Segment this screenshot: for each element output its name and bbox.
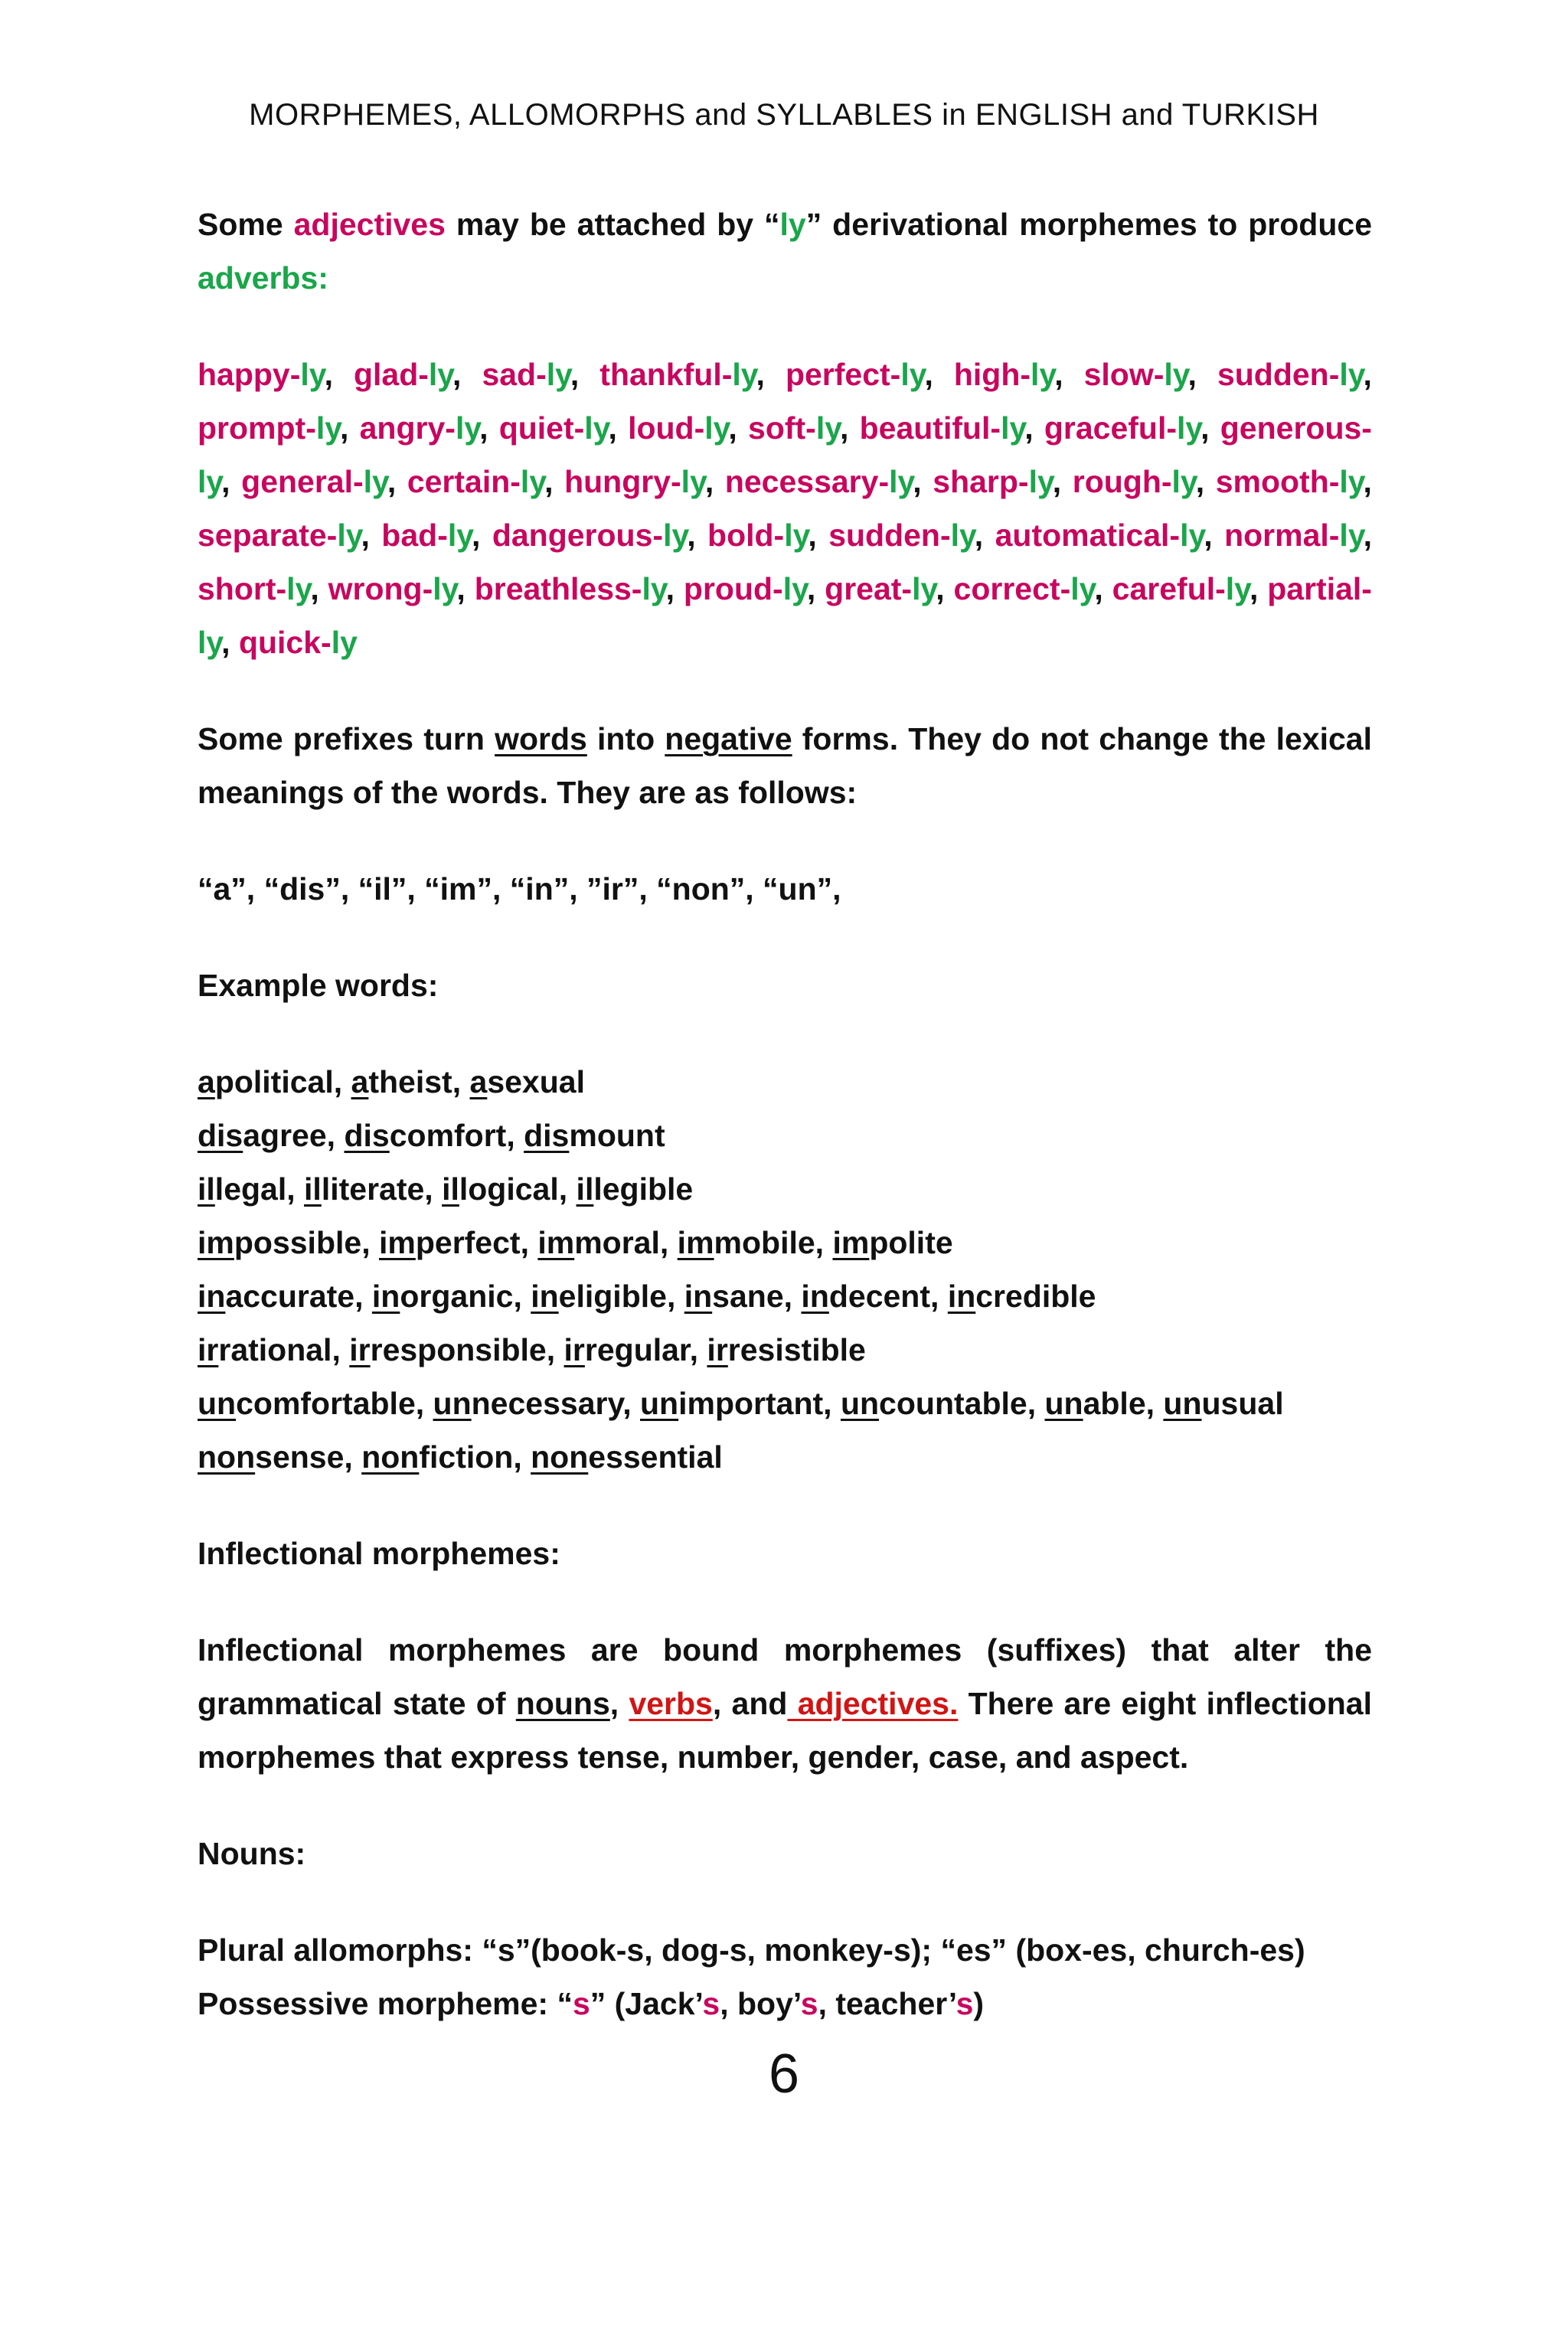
- inflectional-text-1: Inflectional morphemes are bound morphemes (suffixes) that alter the grammatical state of: [198, 1632, 1372, 1721]
- example-stem: credible: [975, 1279, 1096, 1314]
- example-stem: necessary: [471, 1386, 623, 1421]
- example-row: inaccurate, inorganic, ineligible, insane, indecent, incredible: [198, 1279, 1096, 1314]
- ly-word: [1217, 357, 1364, 392]
- example-stem: mobile: [714, 1225, 815, 1260]
- example-word: [198, 1332, 332, 1367]
- example-word: [841, 1386, 1027, 1421]
- ly-word: [860, 410, 1025, 446]
- example-word: [531, 1279, 667, 1314]
- ly-word: [407, 464, 544, 499]
- example-prefix: im: [832, 1225, 870, 1260]
- example-prefix: non: [361, 1439, 420, 1475]
- ly-word: [381, 518, 472, 553]
- ly-word: [328, 571, 457, 606]
- example-word: [442, 1171, 559, 1207]
- example-stem: organic: [400, 1279, 514, 1314]
- ly-word-suffix: ly: [1171, 464, 1196, 499]
- ly-word-suffix: ly: [1164, 357, 1188, 392]
- ly-word-base: smooth-: [1215, 464, 1340, 499]
- example-word: [1163, 1386, 1283, 1421]
- ly-word: [1216, 464, 1364, 499]
- ly-word-suffix: ly: [704, 410, 729, 446]
- prefix-list: “a”, “dis”, “il”, “im”, “in”, ”ir”, “non”, “un”,: [198, 871, 841, 906]
- intro-adverbs-term: adverbs:: [198, 260, 328, 296]
- example-prefix: il: [304, 1171, 322, 1207]
- ly-word-base: bad-: [381, 518, 448, 553]
- example-prefix: un: [640, 1386, 679, 1421]
- example-prefix: im: [378, 1225, 416, 1260]
- example-stem: sexual: [487, 1064, 585, 1099]
- example-stem: polite: [869, 1225, 953, 1260]
- ly-word-base: proud-: [683, 571, 783, 606]
- ly-word-base: generous-: [1220, 410, 1372, 446]
- ly-word-suffix: ly: [428, 357, 453, 392]
- example-stem: able: [1083, 1386, 1146, 1421]
- example-word-rows: [198, 1055, 1372, 1484]
- example-stem: fiction: [419, 1439, 514, 1475]
- example-row: impossible, imperfect, immoral, immobile, impolite: [198, 1225, 953, 1260]
- example-prefix: im: [677, 1225, 714, 1260]
- ly-word-suffix: ly: [681, 464, 705, 499]
- ly-word: [786, 357, 925, 392]
- ly-word-base: great-: [825, 571, 913, 606]
- example-words-heading: Example words:: [198, 968, 439, 1003]
- example-word: [684, 1279, 784, 1314]
- example-prefix: dis: [524, 1118, 570, 1153]
- ly-word-base: normal-: [1224, 518, 1340, 553]
- example-word: [537, 1225, 660, 1260]
- ly-word-base: quiet-: [498, 410, 585, 446]
- example-prefix: un: [840, 1386, 880, 1421]
- ly-word-base: angry-: [359, 410, 456, 446]
- ly-word: [954, 357, 1054, 392]
- example-stem: usual: [1201, 1386, 1284, 1421]
- ly-word: [354, 357, 452, 392]
- ly-word: [684, 571, 807, 606]
- example-prefix: non: [198, 1439, 256, 1475]
- ly-word-suffix: ly: [286, 571, 311, 606]
- example-prefix: a: [469, 1064, 488, 1099]
- ly-word: [198, 518, 361, 553]
- example-word: [801, 1279, 930, 1314]
- ly-word-suffix: ly: [433, 571, 457, 606]
- nouns-heading: Nouns:: [198, 1836, 306, 1871]
- intro-paragraph: [198, 198, 1372, 305]
- inflectional-heading: Inflectional morphemes:: [198, 1536, 560, 1571]
- ly-word: [239, 625, 358, 660]
- example-stem: important: [678, 1386, 824, 1421]
- possessive-s-1: s: [572, 1986, 590, 2021]
- ly-word-base: certain-: [407, 464, 521, 499]
- ly-word: [725, 464, 913, 499]
- ly-word-base: hungry-: [564, 464, 681, 499]
- ly-word-base: loud-: [628, 410, 705, 446]
- example-prefix: ir: [707, 1332, 728, 1367]
- ly-word-suffix: ly: [1339, 518, 1364, 553]
- example-prefix: ir: [564, 1332, 585, 1367]
- prefix-text-2: into: [586, 721, 665, 756]
- ly-word-suffix: ly: [337, 518, 361, 553]
- example-stem: mount: [569, 1118, 665, 1153]
- example-prefix: im: [537, 1225, 575, 1260]
- example-word: [379, 1225, 521, 1260]
- example-prefix: in: [531, 1279, 559, 1314]
- prefix-text-3: forms. They do not change the lexical meanings of the words. They are as follows:: [198, 721, 1372, 810]
- ly-word-base: general-: [241, 464, 364, 499]
- possessive-text-2: ” (Jack’: [590, 1986, 703, 2021]
- ly-word-base: wrong-: [328, 571, 433, 606]
- noun-morpheme-lines: [198, 1923, 1372, 2030]
- example-prefix: in: [947, 1279, 976, 1314]
- ly-word-suffix: ly: [300, 357, 325, 392]
- ly-word-base: separate-: [198, 518, 338, 553]
- ly-word: [933, 464, 1052, 499]
- example-prefix: a: [198, 1064, 215, 1099]
- ly-word-suffix: ly: [363, 464, 387, 499]
- example-prefix: non: [531, 1439, 589, 1475]
- ly-word-suffix: ly: [455, 410, 480, 446]
- example-word: [372, 1279, 514, 1314]
- ly-word-base: graceful-: [1044, 410, 1177, 446]
- example-stem: comfortable: [236, 1386, 416, 1421]
- example-word: [198, 1386, 416, 1421]
- example-prefix: un: [198, 1386, 237, 1421]
- example-row: uncomfortable, unnecessary, unimportant, uncountable, unable, unusual: [198, 1386, 1284, 1421]
- ly-word: [360, 410, 479, 446]
- ly-word-suffix: ly: [1177, 410, 1201, 446]
- example-stem: perfect: [415, 1225, 521, 1260]
- example-row: apolitical, atheist, asexual: [198, 1064, 585, 1099]
- ly-word: [828, 518, 975, 553]
- example-prefix: il: [442, 1171, 459, 1207]
- ly-word-suffix: ly: [1180, 518, 1204, 553]
- ly-word: [628, 410, 728, 446]
- example-word: [577, 1171, 694, 1207]
- ly-word-list: happy-ly, glad-ly, sad-ly, thankful-ly, perfect-ly, high-ly, slow-ly, sudden-ly, prompt-ly, angry-ly, quiet-ly, loud-ly, soft-ly, beautiful-ly, graceful-ly, generous-ly, general-ly, certain-ly, hungry-ly, necessary-ly, sharp-ly, rough-ly, smooth-ly, separate-ly, bad-ly, dangerous-ly, bold-ly, sudden-ly, automatical-ly, normal-ly, short-ly, wrong-ly, breathless-ly, proud-ly, great-ly, correct-ly, careful-ly, partial-ly, quick-ly: [198, 357, 1372, 660]
- ly-word-suffix: ly: [784, 518, 808, 553]
- ly-word-suffix: ly: [1339, 464, 1364, 499]
- ly-word-suffix: ly: [1028, 464, 1053, 499]
- example-stem: essential: [588, 1439, 723, 1475]
- example-row: irrational, irresponsible, irregular, irresistible: [198, 1332, 866, 1367]
- inflectional-adjectives-term: adjectives.: [787, 1686, 959, 1721]
- example-stem: logical: [459, 1171, 559, 1207]
- ly-word: [198, 410, 340, 446]
- example-stem: possible: [234, 1225, 362, 1260]
- ly-word: [475, 571, 666, 606]
- ly-word-base: prompt-: [198, 410, 316, 446]
- possessive-text-4: , teacher’: [818, 1986, 956, 2021]
- ly-word-base: bold-: [707, 518, 785, 553]
- ly-word-suffix: ly: [1031, 357, 1055, 392]
- plural-allomorphs-line: Plural allomorphs: “s”(book-s, dog-s, monkey-s); “es” (box-es, church-es): [198, 1932, 1305, 1968]
- prefix-text-1: Some prefixes turn: [198, 721, 495, 756]
- ly-word-base: slow-: [1083, 357, 1165, 392]
- ly-word-suffix: ly: [732, 357, 756, 392]
- prefix-words-term: words: [495, 721, 587, 756]
- example-stem: comfort: [389, 1118, 507, 1153]
- inflectional-nouns-term: nouns: [515, 1686, 610, 1721]
- intro-text-1: Some: [198, 207, 294, 242]
- possessive-text-5: ): [973, 1986, 985, 2021]
- example-prefix: in: [371, 1279, 400, 1314]
- ly-word-base: short-: [198, 571, 287, 606]
- inflectional-text-3: , and: [712, 1686, 788, 1721]
- ly-word: [707, 518, 808, 553]
- prefix-negative-term: negative: [665, 721, 792, 756]
- page-content: [198, 198, 1372, 2030]
- ly-word-base: sudden-: [1217, 357, 1340, 392]
- ly-word-base: sad-: [482, 357, 547, 392]
- ly-word: [599, 357, 756, 392]
- example-word: [832, 1225, 952, 1260]
- ly-word-base: high-: [953, 357, 1031, 392]
- ly-word: [499, 410, 609, 446]
- example-word: [304, 1171, 424, 1207]
- ly-word: [482, 357, 570, 392]
- ly-word-base: rough-: [1072, 464, 1172, 499]
- ly-word-suffix: ly: [950, 518, 975, 553]
- possessive-s-2: s: [702, 1986, 720, 2021]
- ly-word-base: sudden-: [828, 518, 951, 553]
- intro-text-2: may be attached by “: [445, 207, 780, 242]
- example-stem: eligible: [558, 1279, 667, 1314]
- example-row: disagree, discomfort, dismount: [198, 1118, 665, 1153]
- inflectional-paragraph: [198, 1623, 1372, 1784]
- ly-word-base: happy-: [198, 357, 301, 392]
- ly-word-suffix: ly: [900, 357, 925, 392]
- ly-word-base: dangerous-: [492, 518, 664, 553]
- example-stem: responsible: [370, 1332, 547, 1367]
- ly-word: [198, 357, 325, 392]
- example-prefix: dis: [344, 1118, 390, 1153]
- ly-word-base: automatical-: [995, 518, 1181, 553]
- example-prefix: ir: [198, 1332, 219, 1367]
- ly-word-base: partial-: [1267, 571, 1372, 606]
- example-row: nonsense, nonfiction, nonessential: [198, 1439, 723, 1475]
- example-stem: regular: [584, 1332, 690, 1367]
- example-word: [198, 1171, 286, 1207]
- ly-word-base: beautiful-: [859, 410, 1001, 446]
- example-stem: agree: [243, 1118, 327, 1153]
- inflectional-text-2: ,: [609, 1686, 629, 1721]
- example-stem: legal: [214, 1171, 287, 1207]
- example-row: illegal, illiterate, illogical, illegible: [198, 1171, 694, 1207]
- example-word: [948, 1279, 1096, 1314]
- example-stem: moral: [574, 1225, 660, 1260]
- ly-word-base: sharp-: [933, 464, 1029, 499]
- ly-word: [1112, 571, 1250, 606]
- example-prefix: ir: [349, 1332, 371, 1367]
- example-word: [198, 1439, 344, 1475]
- example-word: [361, 1439, 513, 1475]
- example-stem: literate: [321, 1171, 425, 1207]
- ly-word-suffix: ly: [1070, 571, 1095, 606]
- example-word: [198, 1064, 334, 1099]
- possessive-text-1: Possessive morpheme: “: [198, 1986, 573, 2021]
- ly-word-suffix: ly: [546, 357, 570, 392]
- example-prefix: il: [198, 1171, 215, 1207]
- example-word: [349, 1332, 546, 1367]
- example-prefix: in: [684, 1279, 713, 1314]
- example-word: [198, 1118, 327, 1153]
- example-prefix: in: [198, 1279, 226, 1314]
- intro-text-3: ” derivational morphemes to produce: [805, 207, 1373, 242]
- page-number: 6: [768, 2043, 800, 2105]
- example-prefix: il: [576, 1171, 594, 1207]
- example-prefix: un: [1163, 1386, 1202, 1421]
- ly-word: [1073, 464, 1196, 499]
- example-word: [198, 1279, 354, 1314]
- ly-word: [198, 571, 310, 606]
- example-stem: rational: [218, 1332, 332, 1367]
- ly-word-base: quick-: [238, 625, 332, 660]
- ly-word-base: perfect-: [785, 357, 901, 392]
- example-word: [344, 1118, 506, 1153]
- example-stem: countable: [879, 1386, 1027, 1421]
- ly-word-suffix: ly: [642, 571, 666, 606]
- ly-word-suffix: ly: [663, 518, 688, 553]
- example-prefix: un: [1044, 1386, 1083, 1421]
- ly-word-suffix: ly: [889, 464, 913, 499]
- ly-word: [1224, 518, 1364, 553]
- example-word: [524, 1118, 665, 1153]
- ly-word-suffix: ly: [447, 518, 472, 553]
- ly-word-base: careful-: [1112, 571, 1226, 606]
- example-word: [470, 1064, 585, 1099]
- ly-word: [748, 410, 840, 446]
- inflectional-text-4: There are eight inflectional morphemes that express tense, number, gender, case, and aspect.: [198, 1686, 1373, 1775]
- possessive-s-4: s: [956, 1986, 974, 2021]
- running-header: MORPHEMES, ALLOMORPHS and SYLLABLES in ENGLISH and TURKISH: [249, 98, 1319, 132]
- ly-word: [1084, 357, 1188, 392]
- ly-word-suffix: ly: [912, 571, 936, 606]
- ly-word-suffix: ly: [198, 625, 222, 660]
- example-word: [351, 1064, 452, 1099]
- example-stem: legible: [593, 1171, 694, 1207]
- example-word: [1044, 1386, 1145, 1421]
- ly-word-suffix: ly: [782, 571, 807, 606]
- example-stem: sane: [712, 1279, 784, 1314]
- example-word: [678, 1225, 815, 1260]
- possessive-morpheme-line: [198, 1977, 1372, 2030]
- example-prefix: dis: [198, 1118, 243, 1153]
- example-prefix: a: [351, 1064, 369, 1099]
- ly-word-base: necessary-: [724, 464, 890, 499]
- example-word: [640, 1386, 823, 1421]
- ly-word-base: correct-: [953, 571, 1071, 606]
- example-prefix: un: [433, 1386, 472, 1421]
- example-stem: accurate: [225, 1279, 355, 1314]
- example-word: [531, 1439, 723, 1475]
- ly-word: [825, 571, 936, 606]
- ly-word: [564, 464, 705, 499]
- intro-ly-term: ly: [779, 207, 806, 242]
- ly-word: [492, 518, 687, 553]
- ly-word-base: thankful-: [599, 357, 733, 392]
- example-stem: decent: [828, 1279, 931, 1314]
- ly-word-suffix: ly: [1001, 410, 1025, 446]
- ly-word-suffix: ly: [520, 464, 545, 499]
- example-stem: resistible: [727, 1332, 866, 1367]
- example-prefix: in: [801, 1279, 829, 1314]
- intro-adjectives-term: adjectives: [293, 207, 446, 242]
- ly-word-base: soft-: [748, 410, 816, 446]
- ly-word: [995, 518, 1204, 553]
- example-word: [564, 1332, 690, 1367]
- ly-word: [241, 464, 387, 499]
- example-word: [433, 1386, 623, 1421]
- ly-word-suffix: ly: [584, 410, 609, 446]
- example-stem: sense: [255, 1439, 345, 1475]
- ly-word-suffix: ly: [1225, 571, 1250, 606]
- ly-word-suffix: ly: [331, 625, 358, 660]
- ly-word: [1044, 410, 1200, 446]
- inflectional-verbs-term: verbs: [629, 1686, 713, 1721]
- example-prefix: im: [198, 1225, 234, 1260]
- example-word: [707, 1332, 865, 1367]
- ly-word-suffix: ly: [815, 410, 840, 446]
- possessive-text-3: , boy’: [720, 1986, 801, 2021]
- ly-word-suffix: ly: [315, 410, 341, 446]
- example-word: [198, 1225, 361, 1260]
- example-stem: theist: [368, 1064, 452, 1099]
- example-stem: political: [214, 1064, 334, 1099]
- ly-word-base: glad-: [353, 357, 429, 392]
- ly-word-suffix: ly: [1339, 357, 1364, 392]
- possessive-s-3: s: [800, 1986, 818, 2021]
- ly-word-suffix: ly: [198, 464, 222, 499]
- ly-word-base: breathless-: [474, 571, 642, 606]
- prefix-paragraph: [198, 712, 1372, 819]
- ly-word: [954, 571, 1095, 606]
